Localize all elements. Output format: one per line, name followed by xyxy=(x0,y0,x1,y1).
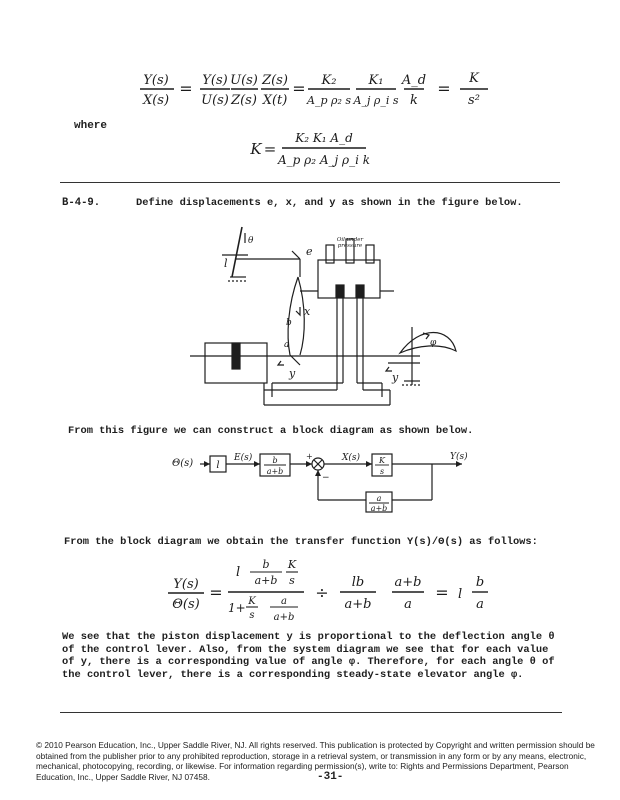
tf-apb-1: a+b xyxy=(254,574,278,587)
label-theta: θ xyxy=(248,236,254,246)
tf-l: l xyxy=(236,565,241,580)
eq1-f2-num: U(s) xyxy=(230,73,258,88)
tf-apb-4: a+b xyxy=(394,575,422,590)
rule-top xyxy=(60,182,560,183)
rule-bottom xyxy=(60,712,562,713)
tf-s-2: s xyxy=(249,610,255,621)
eq1-f6-num: A_d xyxy=(401,73,427,88)
label-a: a xyxy=(284,340,290,350)
eq1-lhs-num: Y(s) xyxy=(143,73,169,88)
bd-output: Y(s) xyxy=(450,452,468,462)
label-x: x xyxy=(304,305,311,318)
label-phi: φ xyxy=(430,338,437,348)
tf-eq-2: = xyxy=(435,583,449,602)
eq1-f4-num: K₂ xyxy=(321,73,337,88)
transfer-function xyxy=(0,556,620,628)
eq1-f3-den: X(t) xyxy=(262,93,288,108)
eq1-rhs-den: s² xyxy=(468,93,480,108)
eq1-lhs-den: X(s) xyxy=(142,93,170,108)
tf-K-1: K xyxy=(287,558,297,571)
tf-a-1: a xyxy=(281,596,287,607)
tf-apb-2: a+b xyxy=(273,612,295,623)
eq1-f2-den: Z(s) xyxy=(231,93,257,108)
tf-s-1: s xyxy=(289,574,295,587)
problem-number: B-4-9. xyxy=(62,197,101,209)
bd-signal-e: E(s) xyxy=(234,453,253,463)
eq1-f5-num: K₁ xyxy=(368,73,384,88)
tf-final-l: l xyxy=(458,587,463,602)
bd-input: Θ(s) xyxy=(172,458,194,469)
tf-a-2: a xyxy=(404,597,412,612)
text-after-block: From the block diagram we obtain the transfer function Y(s)/Θ(s) as follows: xyxy=(64,536,538,548)
tf-apb-3: a+b xyxy=(344,597,372,612)
eq1-f5-den: A_j ρ_i s xyxy=(353,94,399,107)
bd-plus: + xyxy=(306,452,313,461)
label-e: e xyxy=(306,245,313,258)
eq1-f1-den: U(s) xyxy=(201,93,229,108)
bd-block3-num: K xyxy=(379,456,385,465)
equation-2 xyxy=(0,126,620,174)
eq1-f1-num: Y(s) xyxy=(202,73,228,88)
label-y-right: y xyxy=(392,371,399,384)
copyright-footer: © 2010 Pearson Education, Inc., Upper Saddle River, NJ. All rights reserved. This publication is protected by Copyright and written permission should be obtained from the publisher prior to any prohibited reproduction, storage in a retrieval system, or transmission in any form or by any means, electronic, mechanical, photocopying, recording, or likewise. For information regarding permission(s), write to: Rights and Permissions Department, Pearson Education, Inc., Upper Saddle River, NJ 07458. xyxy=(36,740,595,782)
mechanism-diagram xyxy=(0,215,620,415)
eq1-f4-den: A_p ρ₂ s xyxy=(307,94,351,107)
eq2-lhs: K xyxy=(250,140,262,158)
tf-lb: lb xyxy=(351,575,365,590)
tf-final-a: a xyxy=(476,597,484,612)
bd-minus: − xyxy=(322,473,330,483)
tf-b: b xyxy=(262,558,270,571)
block-diagram xyxy=(0,446,620,526)
conclusion-paragraph: We see that the piston displacement y is proportional to the deflection angle θ of the control lever. Also, from the system diagram we see that for each value of y, there is a corresponding value of angle φ. Therefore, for each angle θ of the control lever, there is a corresponding steady-state elevator angle φ. xyxy=(62,631,555,681)
equation-1 xyxy=(0,60,620,116)
tf-lhs-den: Θ(s) xyxy=(172,597,200,612)
eq1-f6-den: k xyxy=(410,93,418,108)
problem-statement: Define displacements e, x, and y as shown in the figure below. xyxy=(136,197,523,209)
bd-feedback-den: a+b xyxy=(370,504,388,513)
svg-text:=: = xyxy=(179,79,193,98)
where-label: where xyxy=(74,120,108,132)
bd-feedback-num: a xyxy=(376,494,382,503)
text-before-block: From this figure we can construct a block diagram as shown below. xyxy=(68,425,474,437)
label-y-left: y xyxy=(289,367,296,380)
tf-lhs-num: Y(s) xyxy=(173,577,199,592)
tf-K-2: K xyxy=(248,596,256,607)
page-number: -31- xyxy=(317,771,344,783)
bd-block1: l xyxy=(216,460,220,471)
eq2-num: K₂ K₁ A_d xyxy=(295,131,353,145)
eq2-den: A_p ρ₂ A_j ρ_i k xyxy=(277,153,371,167)
oil-label-2: pressure xyxy=(337,243,363,249)
eq1-rhs-num: K xyxy=(469,71,479,86)
tf-divide: ÷ xyxy=(315,583,329,602)
label-l: l xyxy=(224,257,228,270)
oil-label-1: Oil under xyxy=(336,237,364,243)
bd-signal-x: X(s) xyxy=(342,453,361,463)
bd-block2-num: b xyxy=(272,456,278,465)
tf-final-b: b xyxy=(475,575,485,590)
svg-text:=: = xyxy=(263,140,277,158)
svg-text:=: = xyxy=(437,79,451,98)
bd-block3-den: s xyxy=(379,467,385,476)
svg-text:=: = xyxy=(292,79,306,98)
tf-eq-1: = xyxy=(209,583,223,602)
bd-block2-den: a+b xyxy=(266,467,284,476)
label-b: b xyxy=(286,318,292,328)
tf-one-plus: 1+ xyxy=(228,601,246,615)
eq1-f3-num: Z(s) xyxy=(262,73,288,88)
